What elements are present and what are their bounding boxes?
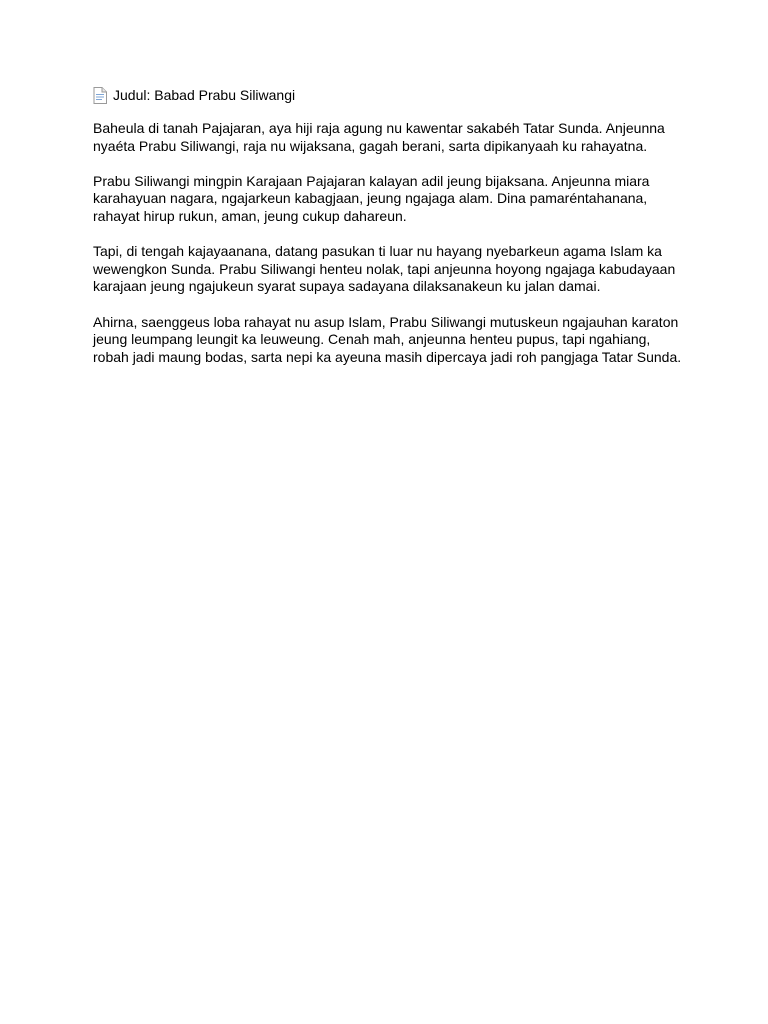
paragraph-4: Ahirna, saenggeus loba rahayat nu asup Islam, Prabu Siliwangi mutuskeun ngajauhan karaton jeung leumpang leungit ka leuweung. Cenah mah, anjeunna henteu pupus, tapi ngahiang, robah jadi maung bodas, sarta nepi ka ayeuna masih dipercaya jadi roh pangjaga Tatar Sunda.: [93, 313, 682, 365]
document-page: [93, 86, 683, 384]
document-title-line: [93, 86, 683, 104]
paragraph-1: Baheula di tanah Pajajaran, aya hiji raja agung nu kawentar sakabéh Tatar Sunda. Anjeunna nyaéta Prabu Siliwangi, raja nu wijaksana, gagah berani, sarta dipikanyaah ku rahayatna.: [93, 120, 665, 154]
document-icon: [93, 87, 107, 104]
document-title: Judul: Babad Prabu Siliwangi: [113, 87, 296, 103]
paragraph-3: Tapi, di tengah kajayaanana, datang pasukan ti luar nu hayang nyebarkeun agama Islam ka wewengkon Sunda. Prabu Siliwangi henteu nolak, tapi anjeunna hoyong ngajaga kabudayaan karajaan jeung ngajukeun syarat supaya sadayana dilaksanakeun ku jalan damai.: [93, 243, 676, 295]
paragraph-2: Prabu Siliwangi mingpin Karajaan Pajajaran kalayan adil jeung bijaksana. Anjeunna miara karahayuan nagara, ngajarkeun kabagjaan, jeung ngajaga alam. Dina pamaréntahanana, rahayat hirup rukun, aman, jeung cukup dahareun.: [93, 172, 650, 224]
